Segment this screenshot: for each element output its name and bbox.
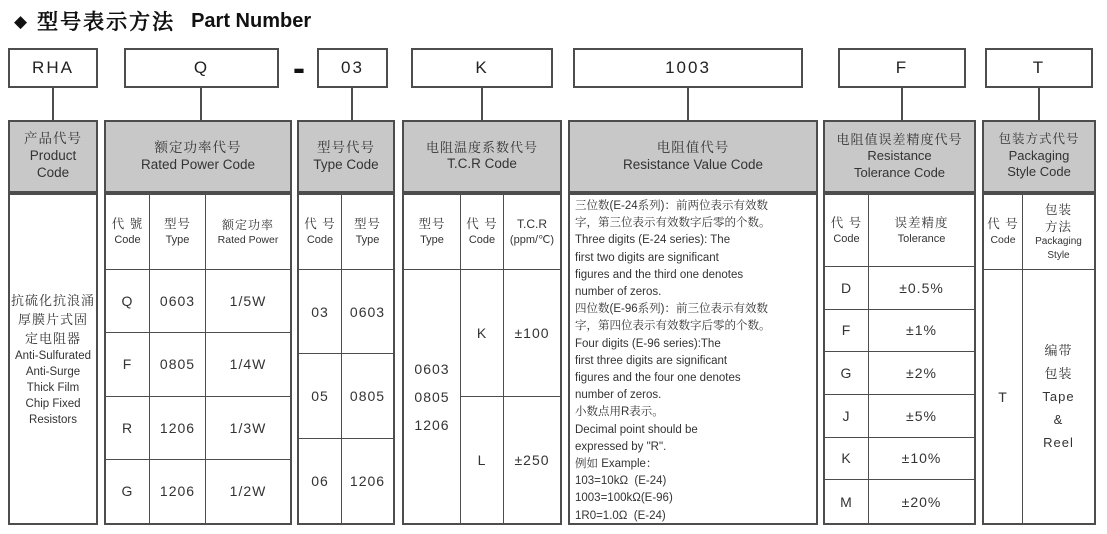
cell-power: 1/2W <box>229 483 267 500</box>
part-segment-tcr: K <box>411 48 553 88</box>
cell-tcr-value: ±250 <box>514 451 550 468</box>
tcr-code-column <box>402 120 562 525</box>
cell-code: 05 <box>299 354 342 438</box>
col-header-type <box>404 195 461 270</box>
connector-line <box>901 88 903 121</box>
desc-line: 四位数(E-96系列)：前三位表示有效数 <box>575 303 768 316</box>
product-desc-en: Anti-Surge <box>25 365 81 378</box>
product-desc-cn: 抗硫化抗浪涌 <box>10 292 95 308</box>
col-header-code <box>984 195 1023 270</box>
desc-line: 1003=100kΩ(E-96) <box>575 492 673 505</box>
part-segment-packaging: T <box>985 48 1093 88</box>
tcr-code-body <box>402 193 562 525</box>
cell-type: 0603 <box>150 270 206 333</box>
connector-line <box>481 88 483 121</box>
desc-line: 字，第四位表示有效数字后零的个数。 <box>575 320 771 333</box>
tolerance-body <box>823 193 976 525</box>
type-code-header <box>297 120 395 193</box>
connector-line <box>200 88 202 121</box>
cell-power: 1/5W <box>206 270 290 333</box>
cell-type: 1206 <box>150 460 206 523</box>
part-segment-product: RHA <box>8 48 98 88</box>
cell-code: T <box>984 270 1023 523</box>
part-segment-tolerance: F <box>838 48 966 88</box>
resistance-value-column <box>568 120 818 525</box>
type-code-table <box>299 195 393 523</box>
header-text-en: Style Code <box>1007 164 1071 180</box>
desc-line: 三位数(E-24系列)：前两位表示有效数 <box>575 200 768 212</box>
cell-tolerance: ±0.5% <box>869 267 974 310</box>
page-title-en: Part Number <box>191 9 312 32</box>
desc-line: figures and the four one denotes <box>575 372 741 385</box>
header-text-cn: 包装方式代号 <box>998 132 1080 147</box>
desc-line: first three digits are significant <box>575 354 728 367</box>
desc-line: 字，第三位表示有效数字后零的个数。 <box>575 217 771 230</box>
cell-power: 1/4W <box>206 333 290 396</box>
header-text-en: Type Code <box>313 156 379 172</box>
tcr-table <box>404 195 560 523</box>
col-header-cn: 代 号 <box>987 217 1019 232</box>
type-code-body <box>297 193 395 525</box>
type-value: 0603 <box>414 360 450 377</box>
col-header-cn: 代 号 <box>466 217 498 232</box>
cell-type-stack <box>404 270 461 523</box>
cell-tolerance: ±20% <box>901 493 942 510</box>
col-header-en: (ppm/℃) <box>509 233 555 246</box>
diamond-icon: ◆ <box>14 11 28 31</box>
col-header-cn: 型号 <box>163 217 191 232</box>
resistance-value-description <box>570 195 816 528</box>
part-segment-resistance: 1003 <box>573 48 803 88</box>
style-line: 包装 <box>1044 366 1073 381</box>
col-header-rated-power <box>206 195 290 270</box>
cell-type: 0805 <box>342 354 393 438</box>
col-header-en: Type <box>165 234 190 247</box>
rated-power-body <box>104 193 292 525</box>
desc-line: Four digits (E-96 series):The <box>575 337 721 350</box>
rated-power-header <box>104 120 292 193</box>
desc-line: 小数点用R表示。 <box>575 406 664 419</box>
cell-tolerance: ±1% <box>869 310 974 353</box>
product-desc-cn: 定电阻器 <box>24 330 81 346</box>
cell-code: F <box>825 310 869 353</box>
cell-code: 06 <box>299 439 342 523</box>
cell-code: 03 <box>299 270 342 354</box>
cell-code: F <box>106 333 150 396</box>
cell-type: 0805 <box>150 333 206 396</box>
col-header-en: Code <box>833 232 860 245</box>
col-header-en: Type <box>355 234 380 247</box>
desc-line: 例如 Example： <box>575 458 658 471</box>
tolerance-column <box>823 120 976 525</box>
header-text-cn: 型号代号 <box>317 139 375 155</box>
part-segment-power: Q <box>124 48 279 88</box>
col-header-en: T.C.R <box>517 217 547 232</box>
col-header-cn: 包装 <box>1044 202 1072 217</box>
col-header-cn: 代 號 <box>111 217 144 232</box>
cell-code: R <box>106 397 150 460</box>
page-title-cn: 型号表示方法 <box>37 11 176 34</box>
desc-line: number of zeros. <box>575 389 662 402</box>
cell-power: 1/3W <box>206 397 290 460</box>
cell-packaging-style <box>1023 270 1094 523</box>
col-header-en: Style <box>1047 249 1070 261</box>
col-header-code <box>299 195 342 270</box>
cell-code: L <box>461 397 504 524</box>
cell-tolerance: ±10% <box>869 438 974 481</box>
rated-power-table <box>106 195 290 523</box>
type-code-column <box>297 120 395 525</box>
header-text-en: Product <box>29 148 77 164</box>
connector-line <box>52 88 54 121</box>
col-header-cn: 代 号 <box>830 215 863 230</box>
col-header-en: Packaging <box>1035 236 1082 248</box>
col-header-packaging-style <box>1023 195 1094 270</box>
col-header-cn: 代 号 <box>304 217 336 232</box>
tcr-code-header <box>402 120 562 193</box>
resistance-value-body <box>568 193 818 525</box>
resistance-value-header <box>568 120 818 193</box>
col-header-en: Tolerance <box>897 232 946 245</box>
col-header-code <box>106 195 150 270</box>
desc-line: expressed by "R". <box>575 440 667 453</box>
product-desc-en: Resistors <box>29 413 77 426</box>
cell-type: 1206 <box>349 472 386 489</box>
desc-line: 1R0=1.0Ω (E-24) <box>575 509 666 522</box>
style-line: & <box>1053 412 1064 427</box>
cell-code: G <box>825 352 869 395</box>
product-desc-cn: 厚膜片式固 <box>17 311 88 327</box>
cell-type: 1206 <box>150 397 206 460</box>
part-separator-dash: - <box>293 47 305 88</box>
product-desc-en: Thick Film <box>26 381 80 394</box>
tolerance-header <box>823 120 976 193</box>
cell-code: K <box>825 438 869 481</box>
cell-code: J <box>825 395 869 438</box>
product-code-header <box>8 120 98 193</box>
col-header-en: Type <box>420 234 444 247</box>
col-header-tcr <box>504 195 560 270</box>
header-text-en: Code <box>36 164 70 180</box>
cell-code: Q <box>106 270 150 333</box>
col-header-en: Rated Power <box>217 234 279 246</box>
col-header-cn: 方法 <box>1044 219 1072 234</box>
col-header-tolerance <box>869 195 974 267</box>
cell-code: D <box>825 267 869 310</box>
desc-line: Decimal point should be <box>575 423 698 436</box>
product-code-body <box>8 193 98 525</box>
connector-line <box>687 88 689 121</box>
product-desc-en: Chip Fixed <box>25 397 81 410</box>
col-header-type <box>150 195 206 270</box>
style-line: 编带 <box>1044 343 1073 358</box>
packaging-column <box>982 120 1096 525</box>
desc-line: number of zeros. <box>575 286 662 299</box>
style-line: Reel <box>1043 435 1074 450</box>
header-text-en: Rated Power Code <box>140 156 256 172</box>
rated-power-column <box>104 120 292 525</box>
tolerance-table <box>825 195 974 523</box>
packaging-body <box>982 193 1096 525</box>
packaging-table <box>984 195 1094 523</box>
col-header-code <box>825 195 869 267</box>
page-title <box>14 6 311 36</box>
desc-line: Three digits (E-24 series): The <box>575 234 731 247</box>
product-code-column <box>8 120 98 525</box>
header-text-en: Resistance <box>867 148 932 164</box>
col-header-cn: 型号 <box>418 217 446 232</box>
connector-line <box>1038 88 1040 121</box>
desc-line: 103=10kΩ (E-24) <box>575 475 667 488</box>
type-value: 1206 <box>414 416 450 433</box>
cell-code: G <box>106 460 150 523</box>
style-line: Tape <box>1042 389 1075 404</box>
col-header-cn: 误差精度 <box>894 215 949 230</box>
cell-type: 0603 <box>342 270 393 354</box>
desc-line: first two digits are significant <box>575 251 719 264</box>
part-segment-type: 03 <box>317 48 388 88</box>
col-header-code <box>461 195 504 270</box>
header-text-en: Resistance Value Code <box>622 156 764 172</box>
type-value: 0805 <box>414 388 450 405</box>
header-text-cn: 电阻值代号 <box>656 139 730 155</box>
cell-tolerance: ±5% <box>869 395 974 438</box>
connector-line <box>351 88 353 121</box>
col-header-en: Code <box>114 234 141 247</box>
cell-code: K <box>461 270 504 397</box>
header-text-cn: 产品代号 <box>24 131 82 147</box>
cell-tcr-value: ±100 <box>504 270 560 397</box>
desc-line: figures and the third one denotes <box>575 268 744 281</box>
col-header-cn: 额定功率 <box>221 217 274 232</box>
cell-tolerance: ±2% <box>869 352 974 395</box>
col-header-cn: 型号 <box>353 217 381 232</box>
product-desc-en: Anti-Sulfurated <box>14 349 92 362</box>
packaging-header <box>982 120 1096 193</box>
header-text-en: Packaging <box>1008 148 1070 164</box>
cell-code: M <box>825 480 869 523</box>
header-text-cn: 电阻温度系数代号 <box>425 139 538 155</box>
header-text-en: Tolerance Code <box>853 164 946 180</box>
col-header-type <box>342 195 393 270</box>
col-header-en: Code <box>990 234 1016 247</box>
header-text-cn: 电阻值误差精度代号 <box>836 132 963 148</box>
col-header-en: Code <box>306 234 334 247</box>
header-text-cn: 额定功率代号 <box>154 139 242 155</box>
header-text-en: T.C.R Code <box>447 156 517 172</box>
col-header-en: Code <box>468 234 496 247</box>
